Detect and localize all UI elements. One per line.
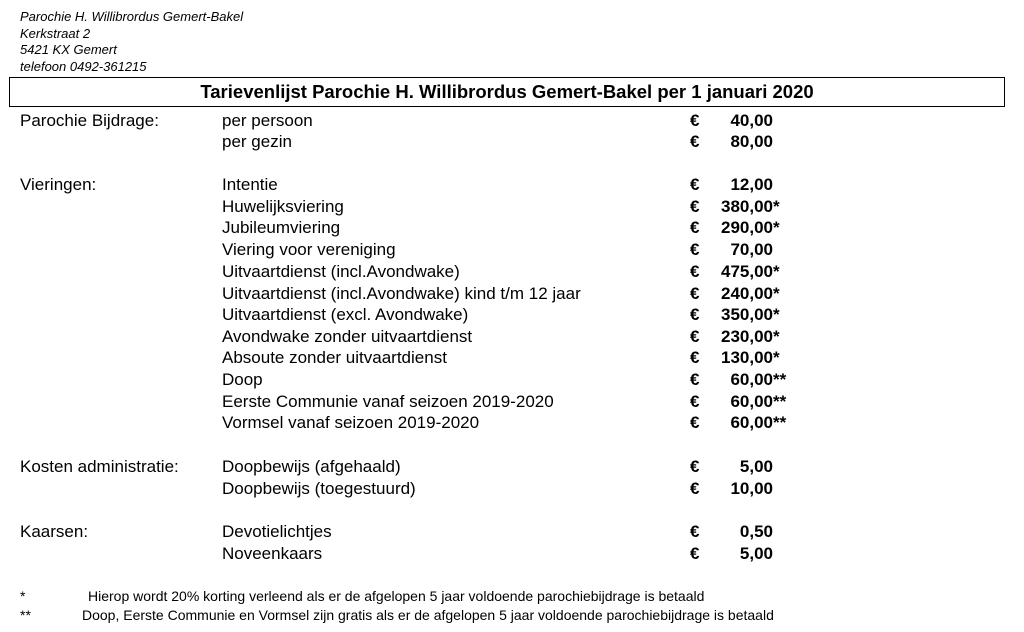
row-item: Doopbewijs (afgehaald) <box>222 457 401 476</box>
row-footnote-mark: * <box>773 218 780 237</box>
rate-row <box>0 391 1024 413</box>
row-currency: € <box>690 111 700 130</box>
row-currency: € <box>690 370 700 389</box>
row-category: Kaarsen: <box>20 522 89 541</box>
footnote-text: Hierop wordt 20% korting verleend als er de afgelopen 5 jaar voldoende parochiebijdrage is betaald <box>88 588 705 604</box>
rate-row <box>0 347 1024 369</box>
row-item: Avondwake zonder uitvaartdienst <box>222 327 473 346</box>
rate-row <box>0 521 1024 543</box>
row-item: Huwelijksviering <box>222 197 344 216</box>
row-amount: 60,00 <box>730 370 773 389</box>
row-item: Doopbewijs (toegestuurd) <box>222 479 416 498</box>
footnote <box>0 606 1024 624</box>
parish-address <box>20 9 243 75</box>
row-currency: € <box>690 479 700 498</box>
rate-row <box>0 196 1024 218</box>
row-amount: 80,00 <box>730 132 773 151</box>
address-phone: telefoon 0492-361215 <box>20 58 147 74</box>
row-item: Devotielichtjes <box>222 522 332 541</box>
row-amount: 60,00 <box>730 392 773 411</box>
row-currency: € <box>690 413 700 432</box>
row-amount: 380,00 <box>721 197 773 216</box>
row-amount: 12,00 <box>730 175 773 194</box>
row-amount: 240,00 <box>721 284 773 303</box>
row-amount: 60,00 <box>730 413 773 432</box>
row-currency: € <box>690 218 700 237</box>
row-footnote-mark: * <box>773 348 780 367</box>
row-item: Jubileumviering <box>222 218 341 237</box>
row-currency: € <box>690 284 700 303</box>
rate-row <box>0 456 1024 478</box>
row-category: Kosten administratie: <box>20 457 179 476</box>
row-footnote-mark: * <box>773 284 780 303</box>
row-amount: 0,50 <box>739 522 773 541</box>
rate-row <box>0 283 1024 305</box>
row-footnote-mark: ** <box>773 392 787 411</box>
row-footnote-mark: ** <box>773 413 787 432</box>
row-item: Doop <box>222 370 263 389</box>
footnote <box>0 587 1024 605</box>
row-amount: 290,00 <box>721 218 773 237</box>
row-currency: € <box>690 544 700 563</box>
row-currency: € <box>690 262 700 281</box>
rate-row <box>0 110 1024 132</box>
rate-row <box>0 174 1024 196</box>
row-currency: € <box>690 392 700 411</box>
row-currency: € <box>690 197 700 216</box>
row-amount: 230,00 <box>721 327 773 346</box>
footnote-mark: ** <box>20 607 31 623</box>
row-footnote-mark: * <box>773 327 780 346</box>
row-amount: 350,00 <box>721 305 773 324</box>
row-item: Viering voor vereniging <box>222 240 396 259</box>
row-item: Noveenkaars <box>222 544 323 563</box>
row-currency: € <box>690 240 700 259</box>
row-category: Parochie Bijdrage: <box>20 111 159 130</box>
row-currency: € <box>690 522 700 541</box>
row-item: per gezin <box>222 132 292 151</box>
row-currency: € <box>690 457 700 476</box>
rate-row <box>0 304 1024 326</box>
rate-row <box>0 478 1024 500</box>
address-street: Kerkstraat 2 <box>20 25 91 41</box>
address-city: 5421 KX Gemert <box>20 42 117 57</box>
row-amount: 475,00 <box>721 262 773 281</box>
row-footnote-mark: * <box>773 197 780 216</box>
row-amount: 10,00 <box>730 479 773 498</box>
rate-row <box>0 326 1024 348</box>
rate-row <box>0 369 1024 391</box>
row-item: Vormsel vanaf seizoen 2019-2020 <box>222 413 480 432</box>
row-item: Eerste Communie vanaf seizoen 2019-2020 <box>222 392 554 411</box>
footnote-text: Doop, Eerste Communie en Vormsel zijn gratis als er de afgelopen 5 jaar voldoende parochiebijdrage is betaald <box>82 607 774 623</box>
row-currency: € <box>690 327 700 346</box>
row-item: Uitvaartdienst (excl. Avondwake) <box>222 305 469 324</box>
row-category: Vieringen: <box>20 175 97 194</box>
row-footnote-mark: ** <box>773 370 787 389</box>
row-item: Absoute zonder uitvaartdienst <box>222 348 447 367</box>
row-amount: 40,00 <box>730 111 773 130</box>
row-amount: 130,00 <box>721 348 773 367</box>
row-footnote-mark: * <box>773 262 780 281</box>
row-footnote-mark: * <box>773 305 780 324</box>
page-title: Tarievenlijst Parochie H. Willibrordus Gemert-Bakel per 1 januari 2020 <box>9 77 1005 107</box>
row-amount: 5,00 <box>739 544 773 563</box>
row-currency: € <box>690 305 700 324</box>
rate-row <box>0 412 1024 434</box>
address-name: Parochie H. Willibrordus Gemert-Bakel <box>20 9 244 24</box>
footnote-mark: * <box>20 588 26 604</box>
row-item: per persoon <box>222 111 313 130</box>
row-currency: € <box>690 175 700 194</box>
row-amount: 70,00 <box>730 240 773 259</box>
row-currency: € <box>690 348 700 367</box>
rate-row <box>0 239 1024 261</box>
row-amount: 5,00 <box>739 457 773 476</box>
rate-row <box>0 543 1024 565</box>
row-currency: € <box>690 132 700 151</box>
row-item: Intentie <box>222 175 278 194</box>
rate-row <box>0 131 1024 153</box>
rate-row <box>0 217 1024 239</box>
row-item: Uitvaartdienst (incl.Avondwake) kind t/m 12 jaar <box>222 284 581 303</box>
row-item: Uitvaartdienst (incl.Avondwake) <box>222 262 460 281</box>
rate-row <box>0 261 1024 283</box>
